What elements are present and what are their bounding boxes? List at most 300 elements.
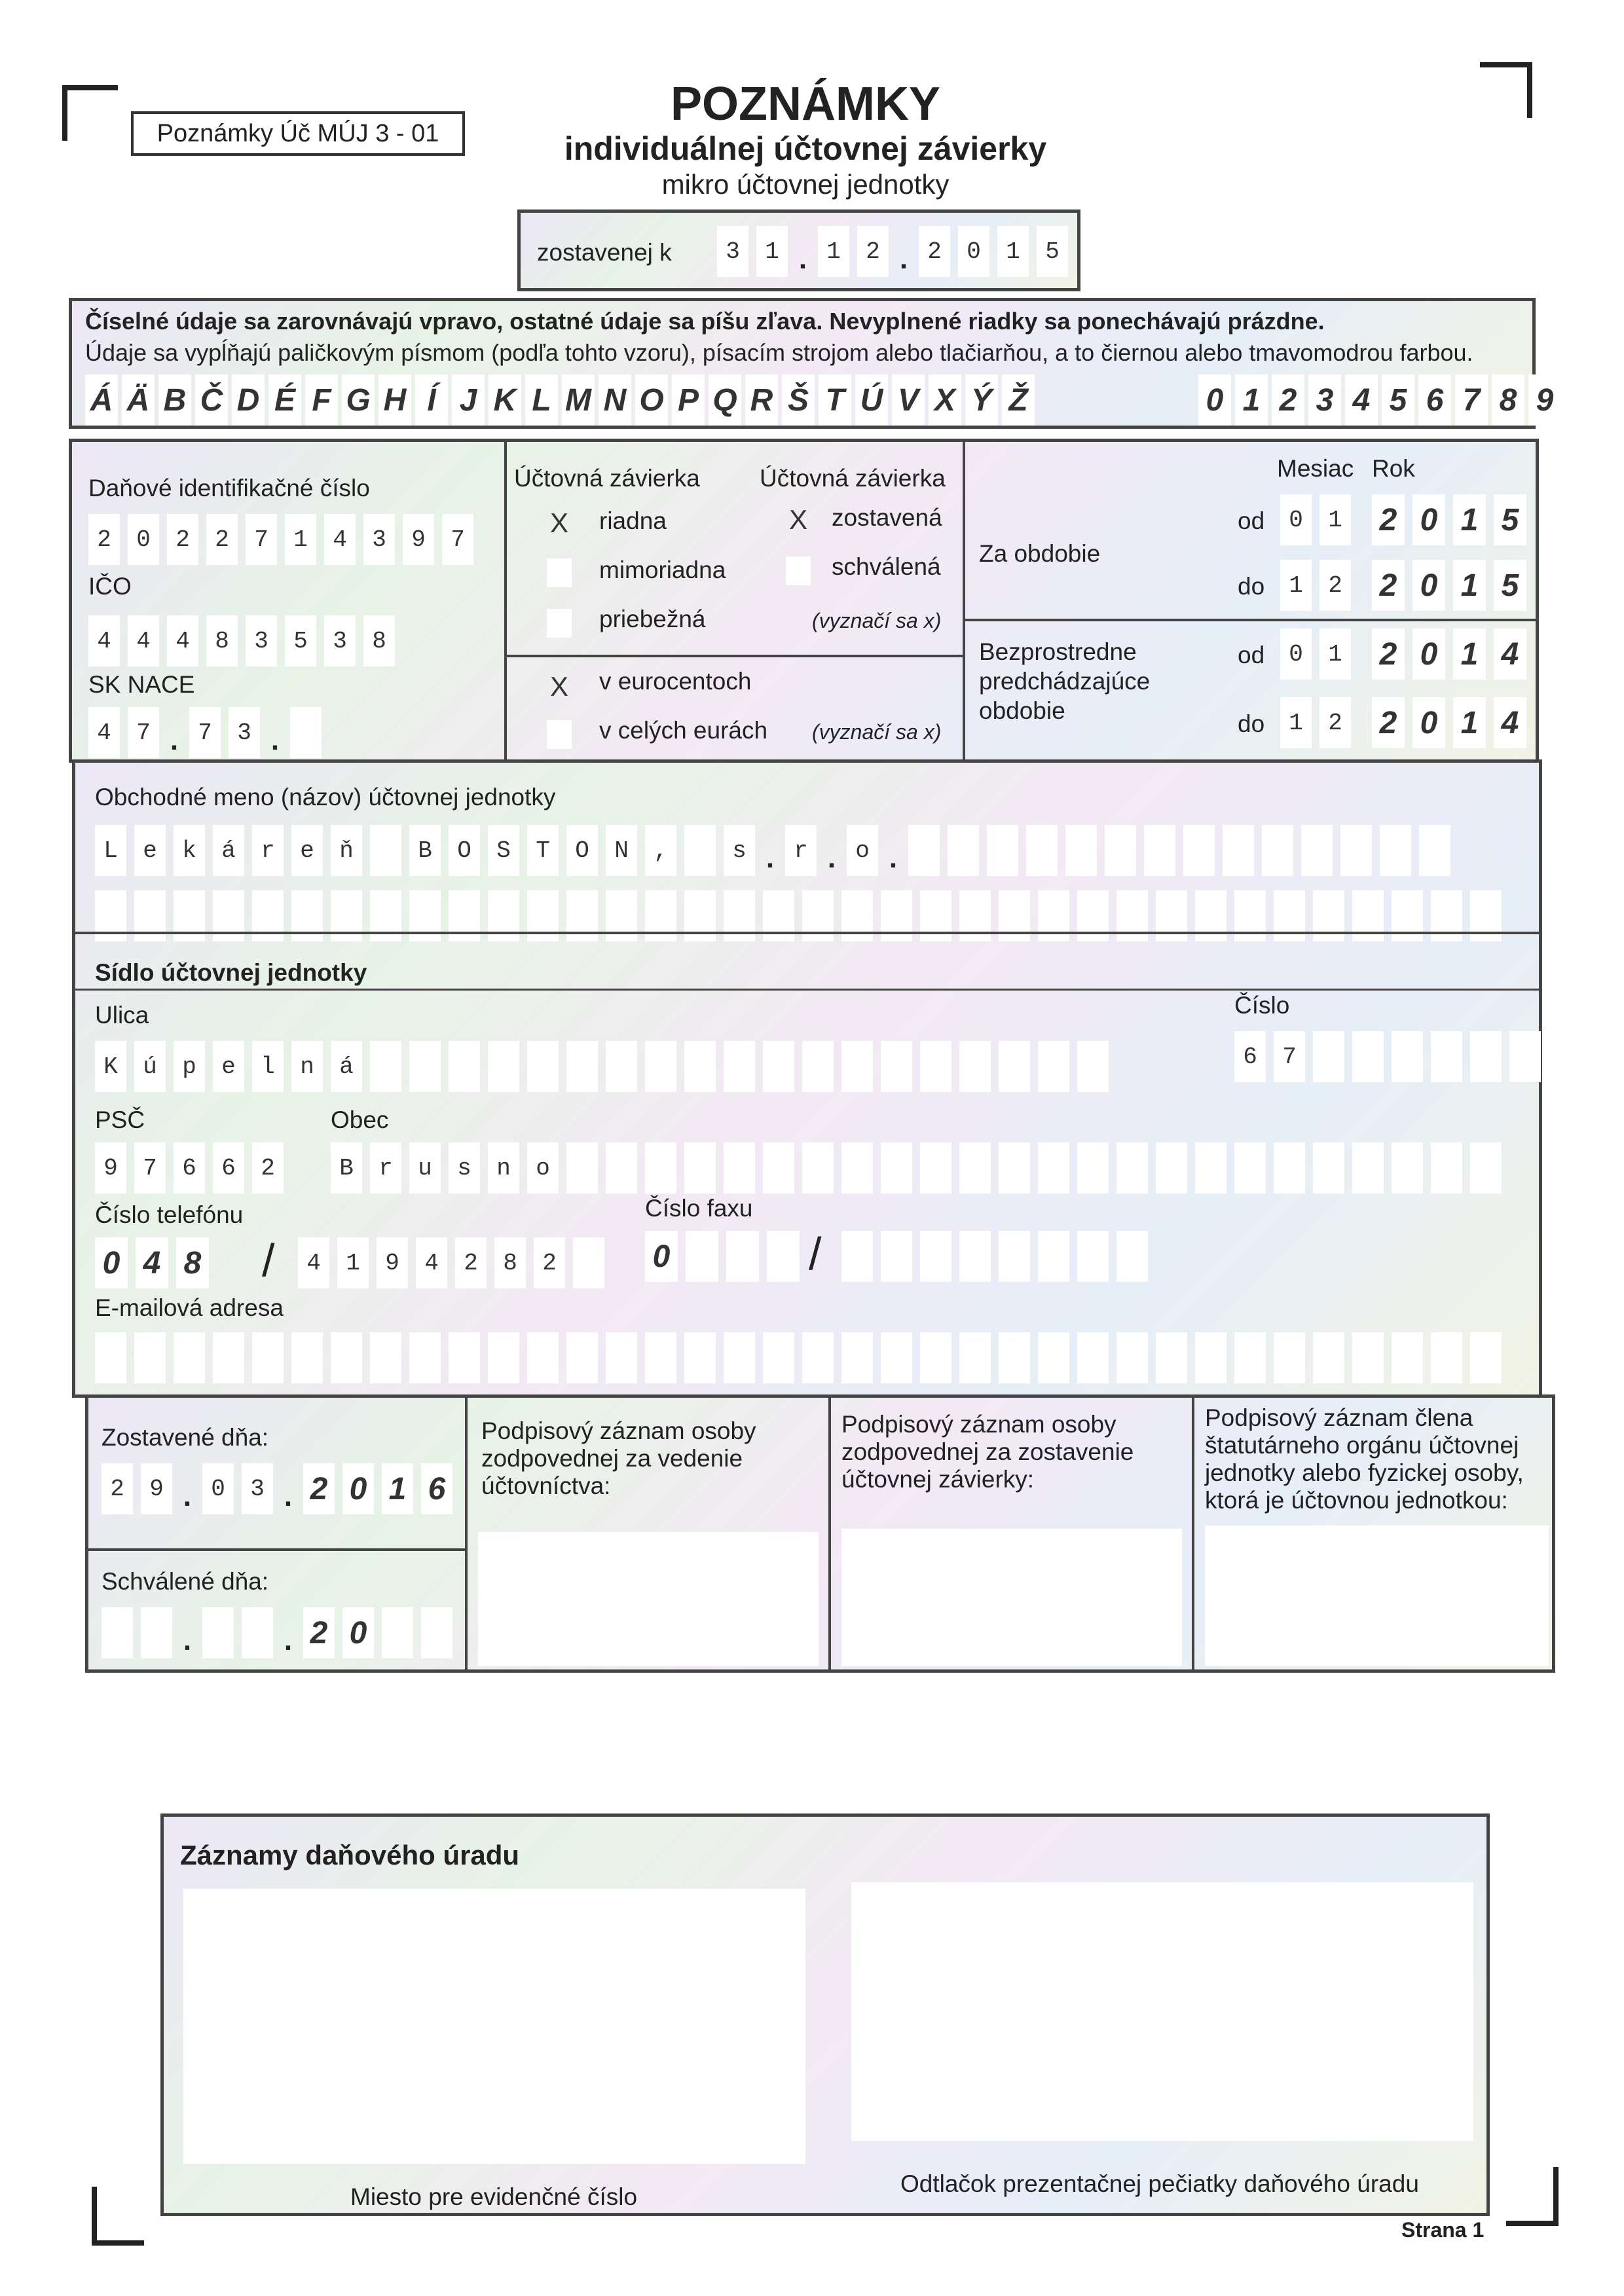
- empty-cell: [1431, 1142, 1462, 1194]
- empty-cell: [1116, 1142, 1148, 1194]
- char-cell: [1419, 825, 1450, 876]
- char-cell: n: [488, 1142, 519, 1194]
- char-cell: 0: [95, 1237, 128, 1288]
- priebezna-label: priebežná: [599, 606, 706, 632]
- empty-cell: [959, 1332, 991, 1383]
- char-cell: á: [213, 825, 244, 876]
- char-cell: 4: [136, 1237, 168, 1288]
- char-cell: o: [847, 825, 878, 876]
- char-cell: 7: [189, 707, 221, 758]
- char-cell: 5: [1494, 494, 1526, 545]
- eurocent-label: v eurocentoch: [599, 668, 752, 695]
- identification-section: [69, 439, 1539, 763]
- empty-cell: [881, 1041, 912, 1092]
- char-cell: F: [305, 374, 338, 426]
- nace-label: SK NACE: [88, 671, 195, 698]
- char-cell: 4: [324, 514, 356, 565]
- char-cell: 0: [1280, 494, 1312, 545]
- char-cell: 2: [1272, 374, 1304, 426]
- prev-od-label: od: [1238, 642, 1265, 668]
- empty-cell: [566, 1142, 598, 1194]
- char-cell: Á: [85, 374, 118, 426]
- sign-box3-line2: štatutárneho orgánu účtovnej: [1205, 1432, 1519, 1459]
- char-cell: 1: [1453, 629, 1486, 680]
- empty-cell: [1509, 1031, 1541, 1082]
- prev-do-year[interactable]: [1372, 697, 1526, 748]
- char-cell: 3: [242, 1463, 273, 1514]
- char-cell: 1: [1320, 494, 1351, 545]
- char-cell: [1301, 825, 1333, 876]
- char-cell: 1: [1235, 374, 1268, 426]
- char-cell: 0: [342, 1607, 374, 1658]
- char-cell: 2: [303, 1463, 335, 1514]
- empty-cell: [684, 1332, 716, 1383]
- separator-dot: .: [170, 724, 179, 756]
- char-cell: r: [252, 825, 284, 876]
- char-cell: á: [331, 1041, 362, 1092]
- char-cell: T: [527, 825, 559, 876]
- char-cell: L: [95, 825, 126, 876]
- empty-cell: [1038, 1332, 1069, 1383]
- empty-cell: [686, 1231, 718, 1282]
- char-cell: 7: [1455, 374, 1488, 426]
- empty-cell: [1392, 1142, 1423, 1194]
- sign-box3-line4: ktorá je účtovnou jednotkou:: [1205, 1487, 1508, 1514]
- vyznaci-note-2: (vyznačí sa x): [812, 720, 942, 744]
- char-cell: 3: [1308, 374, 1341, 426]
- empty-cell: [1470, 1332, 1502, 1383]
- char-cell: 0: [1198, 374, 1231, 426]
- char-cell: 0: [1412, 560, 1445, 611]
- char-cell: 2: [88, 514, 120, 565]
- empty-cell: [606, 1332, 637, 1383]
- char-cell: 7: [442, 514, 473, 565]
- char-cell: Š: [782, 374, 815, 426]
- empty-cell: [1470, 1031, 1502, 1082]
- empty-cell: [1038, 1231, 1069, 1282]
- char-cell: P: [672, 374, 705, 426]
- char-cell: 0: [1412, 697, 1445, 748]
- char-cell: R: [745, 374, 778, 426]
- empty-cell: [645, 1142, 676, 1194]
- empty-cell: [566, 1041, 598, 1092]
- tel-slash: /: [262, 1235, 275, 1286]
- char-cell: 1: [1280, 697, 1312, 748]
- char-cell: N: [599, 374, 631, 426]
- ico-label: IČO: [88, 573, 132, 600]
- char-cell: 3: [363, 514, 395, 565]
- empty-cell: [527, 1041, 559, 1092]
- email-cells[interactable]: [95, 1332, 1502, 1383]
- instructions-line1: Číselné údaje sa zarovnávajú vpravo, ostatné údaje sa píšu zľava. Nevyplnené riadky sa ponechávajú prázdne.: [85, 308, 1325, 335]
- char-cell: 2: [101, 1463, 133, 1514]
- char-cell: [908, 825, 940, 876]
- char-cell: s: [449, 1142, 480, 1194]
- char-cell: e: [134, 825, 166, 876]
- zostavene-cells[interactable]: [101, 1463, 452, 1514]
- char-cell: [948, 825, 979, 876]
- prev-do-label: do: [1238, 710, 1265, 737]
- empty-cell: [684, 1041, 716, 1092]
- empty-cell: [802, 1041, 834, 1092]
- empty-cell: [1234, 1332, 1266, 1383]
- char-cell: 8: [363, 615, 395, 666]
- sign-box3-area[interactable]: [1205, 1525, 1549, 1666]
- char-cell: 6: [1418, 374, 1451, 426]
- empty-cell: [841, 1231, 873, 1282]
- char-cell: [684, 825, 716, 876]
- evidence-number-area[interactable]: [183, 1889, 805, 2164]
- char-cell: 6: [213, 1142, 244, 1194]
- separator-dot: .: [827, 842, 836, 874]
- page-subtitle: individuálnej účtovnej závierky: [564, 130, 1047, 167]
- char-cell: O: [566, 825, 598, 876]
- char-cell: 6: [174, 1142, 205, 1194]
- char-cell: ú: [134, 1041, 166, 1092]
- char-cell: 1: [818, 226, 849, 277]
- empty-cell: [1470, 1142, 1502, 1194]
- empty-cell: [920, 1142, 951, 1194]
- char-cell: u: [409, 1142, 441, 1194]
- char-cell: 2: [857, 226, 889, 277]
- char-cell: 3: [324, 615, 356, 666]
- empty-cell: [724, 1041, 755, 1092]
- riadna-mark: X: [550, 507, 569, 538]
- char-cell: 0: [1412, 494, 1445, 545]
- schvalene-cells[interactable]: [101, 1607, 452, 1658]
- dic-label: Daňové identifikačné číslo: [88, 475, 370, 501]
- empty-cell: [724, 1332, 755, 1383]
- char-cell: G: [342, 374, 375, 426]
- char-cell: 1: [1453, 560, 1486, 611]
- sign-box1-line1: Podpisový záznam osoby: [481, 1417, 756, 1444]
- char-cell: 0: [645, 1231, 678, 1282]
- stamp-area[interactable]: [851, 1882, 1473, 2141]
- empty-cell: [999, 1041, 1030, 1092]
- separator-dot: .: [284, 1624, 293, 1656]
- char-cell: [101, 1607, 133, 1658]
- empty-cell: [1077, 1142, 1109, 1194]
- obec-label: Obec: [331, 1106, 389, 1133]
- empty-cell: [449, 1332, 480, 1383]
- empty-cell: [763, 1041, 794, 1092]
- empty-cell: [252, 1332, 284, 1383]
- sign-box2-line3: účtovnej závierky:: [841, 1466, 1035, 1493]
- empty-cell: [370, 1332, 401, 1383]
- za-obdobie-label: Za obdobie: [979, 540, 1101, 567]
- char-cell: 2: [1372, 629, 1405, 680]
- char-cell: [370, 825, 401, 876]
- od-year[interactable]: [1372, 494, 1526, 545]
- cele-eura-label: v celých eurách: [599, 717, 768, 744]
- char-cell: [202, 1607, 234, 1658]
- separator-dot: .: [899, 243, 908, 275]
- char-cell: É: [268, 374, 301, 426]
- prev-od-year[interactable]: [1372, 629, 1526, 680]
- empty-cell: [802, 1332, 834, 1383]
- company-name-row-1[interactable]: [95, 825, 1450, 876]
- char-cell: 8: [176, 1237, 209, 1288]
- fax-prefix-cells[interactable]: [645, 1231, 800, 1282]
- char-cell: [1380, 825, 1411, 876]
- obec-cells[interactable]: [331, 1142, 1502, 1194]
- empty-cell: [409, 1332, 441, 1383]
- char-cell: 0: [1412, 629, 1445, 680]
- empty-cell: [449, 1041, 480, 1092]
- char-cell: [1105, 825, 1136, 876]
- char-cell: [1026, 825, 1058, 876]
- vyznaci-note: (vyznačí sa x): [812, 609, 942, 632]
- char-cell: 2: [455, 1237, 487, 1288]
- empty-cell: [802, 1142, 834, 1194]
- char-cell: Ý: [965, 374, 998, 426]
- priebezna-checkbox[interactable]: [547, 609, 572, 638]
- empty-cell: [1077, 1332, 1109, 1383]
- empty-cell: [959, 1041, 991, 1092]
- number-cells[interactable]: [1234, 1031, 1541, 1082]
- char-cell: D: [232, 374, 265, 426]
- char-cell: B: [409, 825, 441, 876]
- prev-od-month[interactable]: [1280, 629, 1351, 680]
- char-cell: r: [785, 825, 817, 876]
- empty-cell: [488, 1041, 519, 1092]
- fax-cells[interactable]: [841, 1231, 1148, 1282]
- char-cell: 4: [88, 615, 120, 666]
- char-cell: ,: [645, 825, 676, 876]
- sign-box2-area[interactable]: [841, 1529, 1182, 1666]
- empty-cell: [1077, 1041, 1109, 1092]
- nace-cells[interactable]: [88, 707, 322, 758]
- char-cell: [1144, 825, 1175, 876]
- fax-label: Číslo faxu: [645, 1195, 753, 1222]
- tax-office-section: [160, 1813, 1490, 2216]
- empty-cell: [1195, 1332, 1227, 1383]
- char-cell: 3: [229, 707, 260, 758]
- empty-cell: [1274, 1332, 1305, 1383]
- sign-box3-line1: Podpisový záznam člena: [1205, 1404, 1473, 1431]
- char-cell: 9: [95, 1142, 126, 1194]
- empty-cell: [999, 1231, 1030, 1282]
- page-number: Strana 1: [1401, 2218, 1485, 2242]
- empty-cell: [999, 1142, 1030, 1194]
- prev-period-label-2: predchádzajúce: [979, 668, 1151, 695]
- empty-cell: [1195, 1142, 1227, 1194]
- char-cell: 4: [298, 1237, 329, 1288]
- prev-do-month[interactable]: [1280, 697, 1351, 748]
- prev-period-label-3: obdobie: [979, 697, 1065, 724]
- char-cell: [1223, 825, 1254, 876]
- char-cell: 0: [128, 514, 159, 565]
- sign-box1-line2: zodpovednej za vedenie: [481, 1445, 743, 1472]
- char-cell: B: [331, 1142, 362, 1194]
- sign-box3-line3: jednotky alebo fyzickej osoby,: [1205, 1459, 1524, 1486]
- empty-cell: [1313, 1031, 1344, 1082]
- char-cell: l: [252, 1041, 284, 1092]
- empty-cell: [1392, 1332, 1423, 1383]
- char-cell: 8: [206, 615, 238, 666]
- corner-mark-bottom-left: [92, 2187, 144, 2246]
- empty-cell: [606, 1041, 637, 1092]
- eurocent-mark: X: [550, 671, 569, 702]
- company-section: [72, 759, 1542, 1398]
- uz-label-1: Účtovná závierka: [514, 465, 700, 492]
- schvalena-label: schválená: [832, 553, 941, 580]
- empty-cell: [527, 1332, 559, 1383]
- mimoriadna-label: mimoriadna: [599, 556, 726, 583]
- char-cell: r: [370, 1142, 401, 1194]
- empty-cell: [1313, 1332, 1344, 1383]
- char-cell: 1: [1280, 560, 1312, 611]
- mimoriadna-checkbox[interactable]: [547, 558, 572, 587]
- char-cell: 1: [756, 226, 788, 277]
- char-cell: K: [489, 374, 521, 426]
- empty-cell: [920, 1231, 951, 1282]
- dic-cells[interactable]: [88, 514, 473, 565]
- char-cell: Q: [709, 374, 741, 426]
- char-cell: [1183, 825, 1215, 876]
- number-label: Číslo: [1234, 992, 1290, 1019]
- char-cell: [382, 1607, 413, 1658]
- do-label: do: [1238, 573, 1265, 600]
- char-cell: 8: [494, 1237, 526, 1288]
- tel-label: Číslo telefónu: [95, 1201, 244, 1228]
- char-cell: 2: [252, 1142, 284, 1194]
- signature-section: [85, 1394, 1555, 1673]
- char-cell: O: [449, 825, 480, 876]
- char-cell: 2: [303, 1607, 335, 1658]
- char-cell: 4: [1494, 697, 1526, 748]
- char-cell: [987, 825, 1018, 876]
- separator-dot: .: [889, 842, 898, 874]
- char-cell: K: [95, 1041, 126, 1092]
- corner-mark-bottom-right: [1506, 2167, 1559, 2226]
- char-cell: 4: [167, 615, 198, 666]
- schvalena-checkbox[interactable]: [786, 556, 811, 585]
- char-cell: 4: [128, 615, 159, 666]
- od-month[interactable]: [1280, 494, 1351, 545]
- char-cell: 5: [1382, 374, 1414, 426]
- empty-cell: [606, 1142, 637, 1194]
- tel-cells[interactable]: [298, 1237, 604, 1288]
- char-cell: ň: [331, 825, 362, 876]
- char-cell: k: [174, 825, 205, 876]
- sign-box2-line1: Podpisový záznam osoby: [841, 1411, 1116, 1438]
- zostavene-label: Zostavené dňa:: [101, 1424, 269, 1451]
- company-name-label: Obchodné meno (názov) účtovnej jednotky: [95, 784, 556, 811]
- char-cell: 9: [1528, 374, 1561, 426]
- char-cell: J: [452, 374, 485, 426]
- empty-cell: [881, 1142, 912, 1194]
- empty-cell: [1431, 1031, 1462, 1082]
- empty-cell: [645, 1041, 676, 1092]
- address-header: Sídlo účtovnej jednotky: [95, 959, 367, 986]
- empty-cell: [920, 1332, 951, 1383]
- ico-cells[interactable]: [88, 615, 395, 666]
- separator-dot: .: [798, 243, 807, 275]
- tax-office-header: Záznamy daňového úradu: [180, 1840, 520, 1870]
- char-cell: 2: [167, 514, 198, 565]
- empty-cell: [409, 1041, 441, 1092]
- char-cell: B: [158, 374, 191, 426]
- rok-label: Rok: [1372, 455, 1415, 482]
- empty-cell: [1352, 1332, 1384, 1383]
- char-cell: 4: [88, 707, 120, 758]
- char-cell: Ú: [855, 374, 888, 426]
- street-label: Ulica: [95, 1002, 149, 1029]
- empty-cell: [920, 1041, 951, 1092]
- char-cell: 2: [1320, 560, 1351, 611]
- char-cell: Í: [415, 374, 448, 426]
- empty-cell: [1116, 1332, 1148, 1383]
- empty-cell: [213, 1332, 244, 1383]
- sign-box1-area[interactable]: [478, 1532, 819, 1666]
- char-cell: [1340, 825, 1372, 876]
- empty-cell: [763, 1332, 794, 1383]
- char-cell: 0: [958, 226, 989, 277]
- char-cell: T: [819, 374, 851, 426]
- empty-cell: [1352, 1031, 1384, 1082]
- char-cell: 1: [997, 226, 1029, 277]
- char-cell: 7: [134, 1142, 166, 1194]
- fax-slash: /: [809, 1228, 822, 1279]
- char-cell: [242, 1607, 273, 1658]
- empty-cell: [1116, 1231, 1148, 1282]
- char-cell: [1065, 825, 1097, 876]
- mesiac-label: Mesiac: [1277, 455, 1354, 482]
- char-cell: 2: [534, 1237, 565, 1288]
- char-cell: 6: [1234, 1031, 1266, 1082]
- do-year[interactable]: [1372, 560, 1526, 611]
- char-cell: 8: [1492, 374, 1524, 426]
- char-cell: X: [929, 374, 961, 426]
- char-cell: 6: [421, 1463, 452, 1514]
- char-cell: 5: [1494, 560, 1526, 611]
- tel-prefix-cells[interactable]: [95, 1237, 209, 1288]
- char-cell: 1: [1453, 494, 1486, 545]
- char-cell: 1: [382, 1463, 413, 1514]
- empty-cell: [881, 1332, 912, 1383]
- form-code-box: Poznámky Úč MÚJ 3 - 01: [131, 111, 465, 156]
- empty-cell: [881, 1231, 912, 1282]
- empty-cell: [841, 1142, 873, 1194]
- empty-cell: [1392, 1031, 1423, 1082]
- empty-cell: [1274, 1142, 1305, 1194]
- do-month[interactable]: [1280, 560, 1351, 611]
- separator-dot: .: [270, 724, 280, 756]
- char-cell: 2: [206, 514, 238, 565]
- char-cell: [141, 1607, 172, 1658]
- street-cells[interactable]: [95, 1041, 1109, 1092]
- char-cell: 1: [337, 1237, 369, 1288]
- empty-cell: [645, 1332, 676, 1383]
- psc-cells[interactable]: [95, 1142, 284, 1194]
- char-cell: 0: [202, 1463, 234, 1514]
- empty-cell: [724, 1142, 755, 1194]
- empty-cell: [1038, 1041, 1069, 1092]
- empty-cell: [566, 1332, 598, 1383]
- char-cell: 5: [1037, 226, 1068, 277]
- sample-letters: [85, 374, 1035, 426]
- char-cell: 3: [717, 226, 748, 277]
- char-cell: 7: [246, 514, 277, 565]
- char-cell: [290, 707, 322, 758]
- uz-label-2: Účtovná závierka: [760, 465, 946, 492]
- char-cell: 2: [1372, 560, 1405, 611]
- empty-cell: [999, 1332, 1030, 1383]
- char-cell: [421, 1607, 452, 1658]
- separator-dot: .: [766, 842, 775, 874]
- cele-eura-checkbox[interactable]: [547, 720, 572, 749]
